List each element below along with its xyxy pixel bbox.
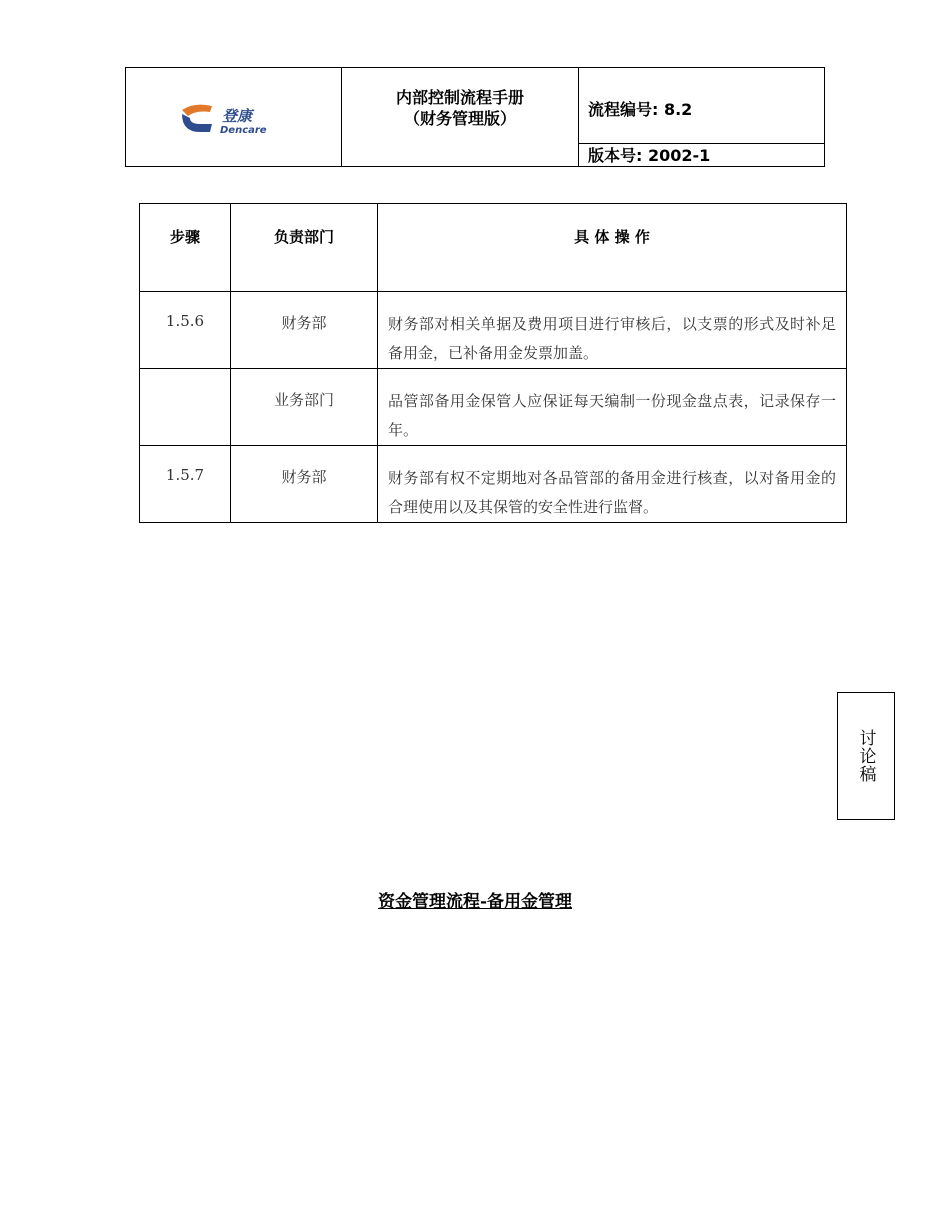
operation-cell: 财务部对相关单据及费用项目进行审核后，以支票的形式及时补足备用金，已补备用金发票加盖。 (378, 292, 847, 369)
section-title: 资金管理流程-备用金管理 (377, 892, 573, 912)
dept-cell: 财务部 (231, 292, 378, 369)
process-code: 流程编号: 8.2 (579, 68, 824, 144)
step-cell: 1.5.7 (140, 446, 231, 523)
draft-label: 讨论稿 (855, 729, 876, 783)
manual-title (342, 68, 579, 166)
table-row (140, 292, 847, 369)
column-header-dept: 负责部门 (231, 204, 378, 292)
manual-title-line1: 内部控制流程手册 (395, 88, 524, 107)
column-header-operation: 具 体 操 作 (378, 204, 847, 292)
dept-cell: 业务部门 (231, 369, 378, 446)
operation-cell: 品管部备用金保管人应保证每天编制一份现金盘点表，记录保存一年。 (378, 369, 847, 446)
column-header-step: 步骤 (140, 204, 231, 292)
document-header (125, 67, 825, 167)
svg-text:登康: 登康 (222, 107, 253, 125)
dencare-logo-icon (180, 102, 280, 136)
table-header-row (140, 204, 847, 292)
table-row (140, 446, 847, 523)
operation-cell: 财务部有权不定期地对各品管部的备用金进行核查，以对备用金的合理使用以及其保管的安全性进行监督。 (378, 446, 847, 523)
step-cell (140, 369, 231, 446)
dept-cell: 财务部 (231, 446, 378, 523)
manual-title-line2: （财务管理版） (403, 109, 516, 128)
table-row (140, 369, 847, 446)
svg-text:Dencare: Dencare (220, 125, 267, 136)
logo-cell (126, 68, 342, 166)
procedure-table (139, 203, 847, 523)
draft-stamp (837, 692, 895, 820)
step-cell: 1.5.6 (140, 292, 231, 369)
version-number: 版本号: 2002-1 (588, 146, 711, 165)
